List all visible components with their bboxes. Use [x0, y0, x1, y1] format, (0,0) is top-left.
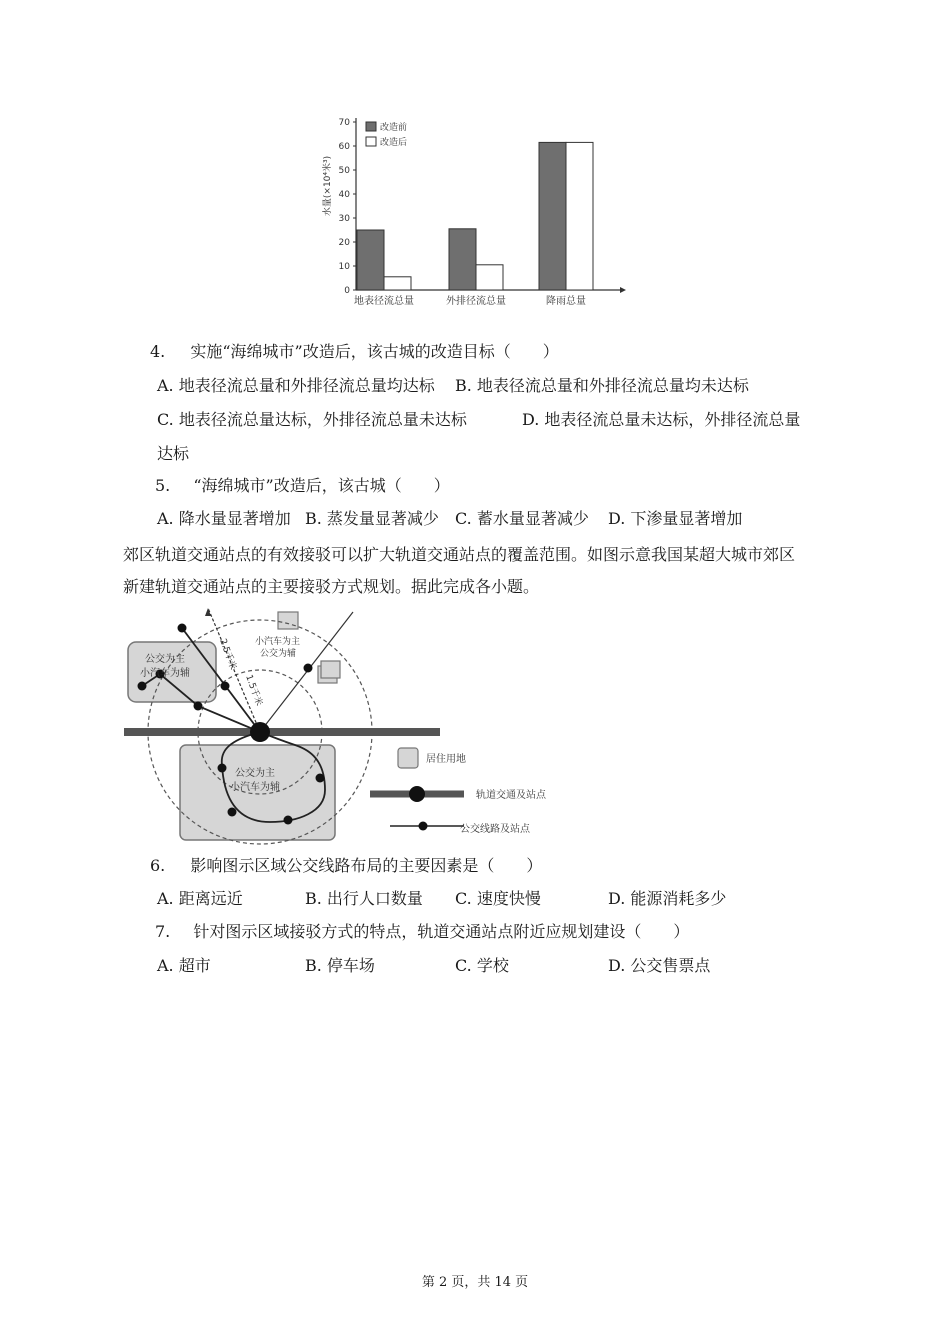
bus-stop-northwest — [178, 624, 187, 633]
rail-station-main — [250, 722, 270, 742]
bus-loop-stop — [316, 774, 325, 783]
q6-option-a[interactable]: A. 距离远近 — [157, 889, 243, 908]
category-label: 外排径流总量 — [446, 296, 506, 307]
bus-loop-stop — [228, 808, 237, 817]
y-axis-label: 水量(×10⁴米³) — [323, 155, 333, 217]
q7-number: 7. — [155, 922, 171, 941]
legend-residential-swatch — [398, 748, 418, 768]
y-tick-label: 0 — [344, 286, 350, 296]
q4-option-b[interactable]: B. 地表径流总量和外排径流总量均未达标 — [455, 376, 749, 395]
intro-line-1: 郊区轨道交通站点的有效接驳可以扩大轨道交通站点的覆盖范围。如图示意我国某超大城市郊区 — [123, 545, 796, 564]
q5-stem-row — [155, 476, 450, 496]
legend-rail-station — [409, 786, 425, 802]
legend-rail-label: 轨道交通及站点 — [476, 790, 546, 801]
q5-option-c[interactable]: C. 蓄水量显著减少 — [455, 509, 589, 528]
q7-option-a[interactable]: A. 超市 — [157, 956, 211, 975]
y-tick-label: 10 — [338, 262, 350, 272]
q7-stem-row — [155, 922, 689, 942]
q7-option-b[interactable]: B. 停车场 — [305, 956, 375, 975]
y-tick-label: 40 — [338, 190, 350, 200]
q4-option-a[interactable]: A. 地表径流总量和外排径流总量均达标 — [157, 376, 435, 395]
bar-after — [566, 142, 593, 290]
q7-stem: 针对图示区域接驳方式的特点，轨道交通站点附近应规划建设（ ） — [193, 922, 690, 941]
legend-label: 改造前 — [380, 123, 408, 133]
q4-stem-row — [150, 342, 559, 362]
legend-residential-label: 居住用地 — [426, 754, 466, 765]
q5-option-b[interactable]: B. 蒸发量显著减少 — [305, 509, 439, 528]
legend-label: 改造后 — [380, 138, 408, 148]
q6-option-b[interactable]: B. 出行人口数量 — [305, 889, 423, 908]
bus-line-west-stop — [138, 682, 147, 691]
bar-before — [357, 230, 384, 290]
category-label: 降雨总量 — [546, 296, 586, 307]
q4-stem: 实施“海绵城市”改造后，该古城的改造目标（ ） — [190, 342, 559, 361]
q4-option-d[interactable]: D. 地表径流总量未达标，外排径流总量 — [522, 410, 801, 429]
bus-stop-northwest-2 — [221, 682, 230, 691]
zone-south-label-1: 公交为主 — [235, 768, 275, 779]
distance-outer-label: 2.5千米 — [217, 637, 238, 672]
q6-stem: 影响图示区域公交线路布局的主要因素是（ ） — [190, 856, 543, 875]
transit-map — [120, 600, 580, 850]
bar-after — [384, 277, 411, 290]
q4-number: 4. — [150, 342, 166, 361]
q5-option-a[interactable]: A. 降水量显著增加 — [157, 509, 291, 528]
y-tick-label: 60 — [338, 142, 350, 152]
category-label: 地表径流总量 — [354, 296, 414, 307]
legend-bus-label: 公交线路及站点 — [460, 824, 530, 835]
bus-line-west-stop — [194, 702, 203, 711]
bar-before — [449, 229, 476, 290]
zone-south-label-2: 小汽车为辅 — [230, 782, 280, 793]
x-axis-arrow — [620, 287, 626, 293]
q7-option-c[interactable]: C. 学校 — [455, 956, 509, 975]
bus-loop-stop — [284, 816, 293, 825]
bus-loop-stop — [218, 764, 227, 773]
bus-stop-northeast — [304, 664, 313, 673]
zone-west-label-1: 公交为主 — [145, 654, 185, 665]
residential-small-3 — [321, 661, 340, 678]
q7-option-d[interactable]: D. 公交售票点 — [608, 956, 711, 975]
q5-number: 5. — [155, 476, 171, 495]
q4-option-d-continued: 达标 — [157, 444, 190, 463]
legend-swatch — [366, 122, 376, 131]
zone-north-label-1: 小汽车为主 — [255, 637, 301, 647]
page-footer: 第 2 页，共 14 页 — [421, 1275, 529, 1290]
bar-after — [476, 265, 503, 290]
zone-west-label-2: 小汽车为辅 — [140, 668, 190, 679]
q6-stem-row — [150, 856, 542, 876]
q6-number: 6. — [150, 856, 166, 875]
zone-north-label-2: 公交为辅 — [260, 649, 297, 659]
y-tick-label: 50 — [338, 166, 350, 176]
water-chart-svg — [320, 108, 640, 313]
legend-bus-stop — [419, 822, 428, 831]
water-chart — [320, 108, 640, 313]
q5-stem: “海绵城市”改造后，该古城（ ） — [193, 476, 450, 495]
q5-option-d[interactable]: D. 下渗量显著增加 — [608, 509, 743, 528]
bar-before — [539, 142, 566, 290]
distance-inner-label: 1.5千米 — [243, 673, 264, 708]
q6-option-c[interactable]: C. 速度快慢 — [455, 889, 541, 908]
intro-line-2: 新建轨道交通站点的主要接驳方式规划。据此完成各小题。 — [123, 577, 540, 596]
q6-option-d[interactable]: D. 能源消耗多少 — [608, 889, 727, 908]
y-tick-label: 30 — [338, 214, 350, 224]
transit-map-svg — [120, 600, 580, 850]
road-north-arrow — [205, 608, 211, 616]
residential-small-1 — [278, 612, 298, 629]
q4-option-c[interactable]: C. 地表径流总量达标，外排径流总量未达标 — [157, 410, 467, 429]
y-tick-label: 20 — [338, 238, 350, 248]
legend-swatch — [366, 137, 376, 146]
y-tick-label: 70 — [338, 118, 350, 128]
